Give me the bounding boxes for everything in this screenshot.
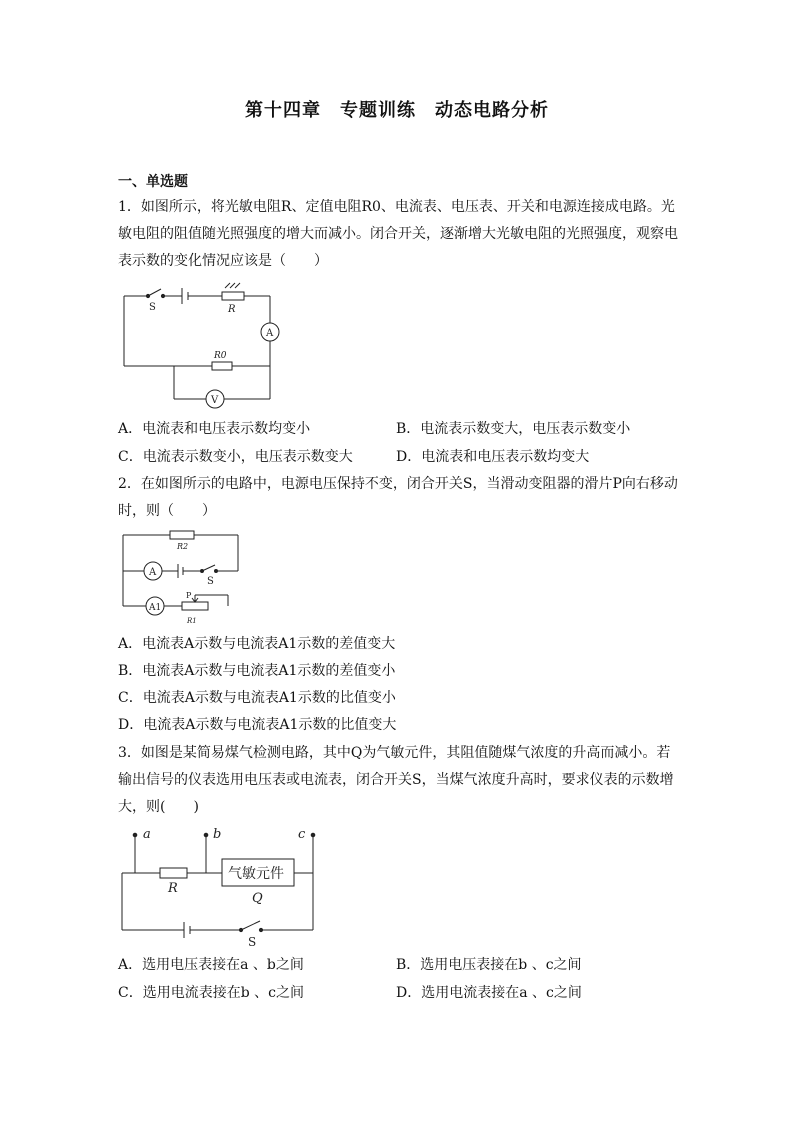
- label-R0: R0: [214, 351, 227, 361]
- question-3-option-d[interactable]: D．选用电流表接在a 、c之间: [396, 985, 582, 1001]
- question-1-circuit-diagram: [118, 286, 278, 410]
- question-3-stem: 3．如图是某简易煤气检测电路，其中Q为气敏元件，其阻值随煤气浓度的升高而减小。若输出信号的仪表选用电压表或电流表，闭合开关S，当煤气浓度升高时，要求仪表的示数增大，则( ): [118, 745, 674, 815]
- question-2-option-c[interactable]: C．电流表A示数与电流表A1示数的比值变小: [118, 690, 396, 706]
- label-R: R: [168, 881, 178, 896]
- page-title: 第十四章 专题训练 动态电路分析: [245, 100, 549, 121]
- label-S: S: [248, 935, 257, 949]
- section-heading: 一、单选题: [118, 174, 188, 190]
- question-3-circuit-diagram: [118, 826, 328, 948]
- question-1-stem: 1．如图所示，将光敏电阻R、定值电阻R0、电流表、电压表、开关和电源连接成电路。光敏电阻的阻值随光照强度的增大而减小。闭合开关，逐渐增大光敏电阻的光照强度，观察电表示数的变化情况应该是（ ）: [118, 199, 678, 269]
- question-3-option-c[interactable]: C．选用电流表接在b 、c之间: [118, 985, 304, 1001]
- label-A1: A1: [149, 603, 162, 613]
- gas-sensor-label: 气敏元件: [228, 866, 284, 882]
- question-1-option-b[interactable]: B．电流表示数变大，电压表示数变小: [396, 421, 631, 437]
- question-2-circuit-diagram: [118, 527, 246, 627]
- terminal-c-label: c: [298, 827, 306, 842]
- label-R: R: [228, 304, 236, 315]
- label-R2: R2: [177, 542, 189, 551]
- question-3-option-a[interactable]: A．选用电压表接在a 、b之间: [118, 957, 304, 973]
- label-Q: Q: [252, 891, 263, 906]
- question-1-option-c[interactable]: C．电流表示数变小，电压表示数变大: [118, 449, 353, 465]
- label-P: P: [186, 591, 192, 600]
- question-1-option-d[interactable]: D．电流表和电压表示数均变大: [396, 449, 590, 465]
- question-2-option-d[interactable]: D．电流表A示数与电流表A1示数的比值变大: [118, 717, 397, 733]
- label-A: A: [266, 328, 274, 339]
- label-V: V: [211, 395, 219, 406]
- terminal-b-label: b: [213, 827, 222, 842]
- label-A: A: [149, 567, 157, 578]
- question-2-option-a[interactable]: A．电流表A示数与电流表A1示数的差值变大: [118, 636, 396, 652]
- question-1-option-a[interactable]: A．电流表和电压表示数均变小: [118, 421, 311, 437]
- question-2-option-b[interactable]: B．电流表A示数与电流表A1示数的差值变小: [118, 663, 396, 679]
- label-S: S: [207, 576, 214, 587]
- label-R1: R1: [187, 617, 197, 625]
- question-3-option-b[interactable]: B．选用电压表接在b 、c之间: [396, 957, 582, 973]
- terminal-a-label: a: [143, 827, 151, 842]
- label-S: S: [149, 302, 156, 313]
- question-2-stem: 2．在如图所示的电路中，电源电压保持不变，闭合开关S，当滑动变阻器的滑片P向右移动时，则（ ）: [118, 476, 678, 519]
